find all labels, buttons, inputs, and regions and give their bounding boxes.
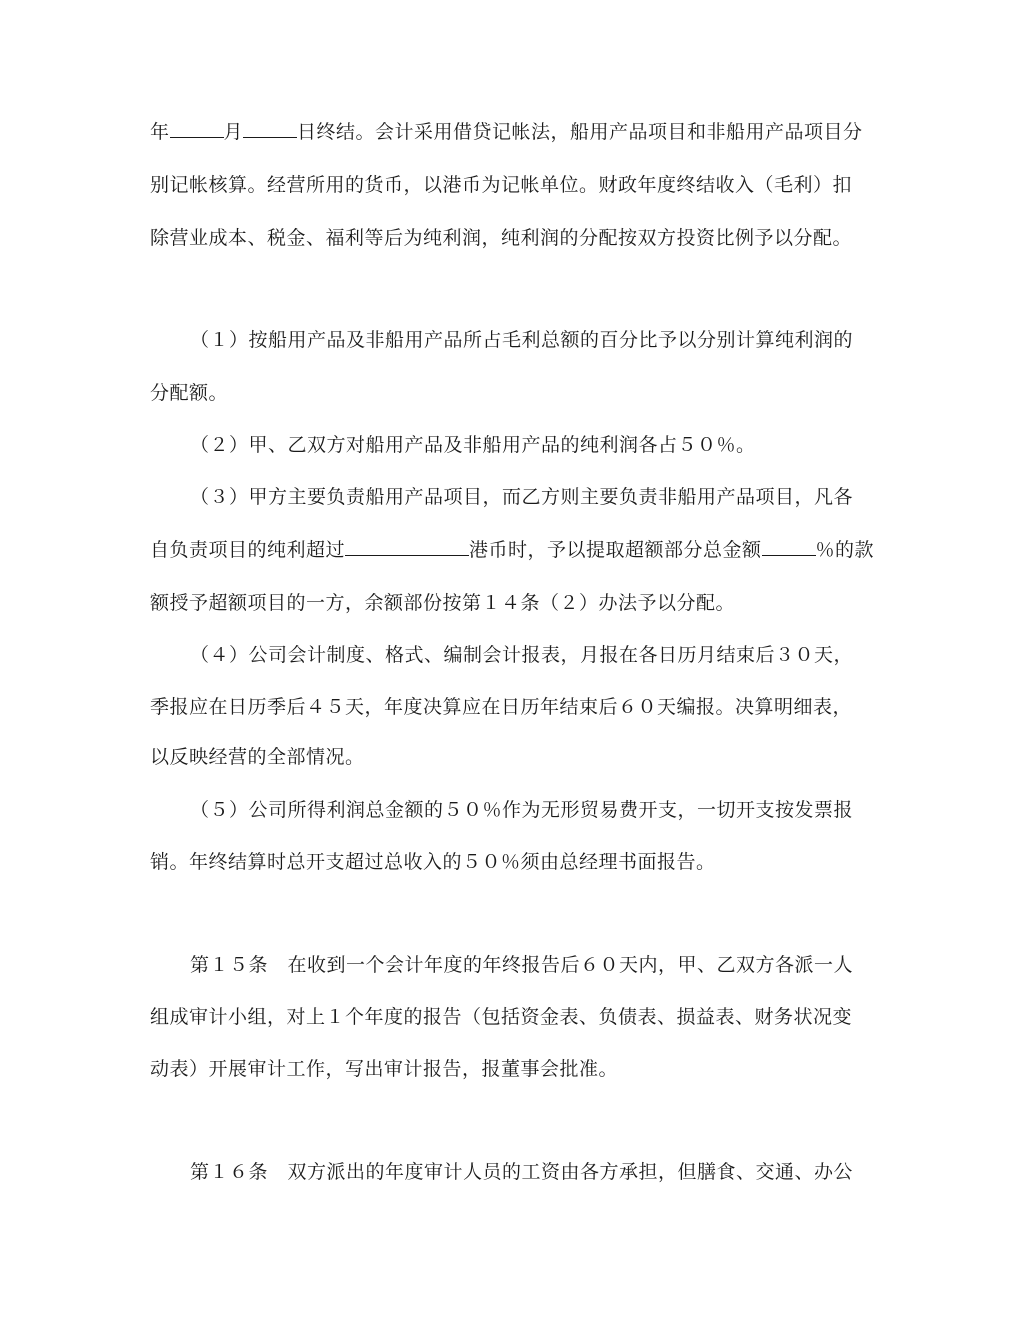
item-1-line: 分配额。 (150, 382, 229, 404)
paragraph-line: 别记帐核算。经营所用的货币，以港币为记帐单位。财政年度终结收入（毛利）扣 (150, 174, 853, 196)
blank-field-month (170, 119, 224, 138)
blank-field-percent (762, 537, 816, 556)
article-15-line: 第１５条 在收到一个会计年度的年终报告后６０天内，甲、乙双方各派一人 (190, 954, 854, 976)
text-segment: 自负责项目的纯利超过 (150, 539, 346, 561)
item-5-line: （５）公司所得利润总金额的５０％作为无形贸易费开支，一切开支按发票报 (190, 799, 854, 821)
text-segment: 港币时，予以提取超额部分总金额 (469, 539, 762, 561)
article-15-line: 动表）开展审计工作，写出审计报告，报董事会批准。 (150, 1058, 619, 1080)
text-segment: 年 (150, 121, 170, 143)
text-segment: 月 (223, 121, 244, 143)
item-3-line: 额授予超额项目的一方，余额部份按第１４条（２）办法予以分配。 (150, 592, 736, 614)
item-3-line: （３）甲方主要负责船用产品项目，而乙方则主要负责非船用产品项目，凡各 (190, 486, 854, 508)
paragraph-line: 除营业成本、税金、福利等后为纯利润，纯利润的分配按双方投资比例予以分配。 (150, 227, 853, 249)
item-2-line: （２）甲、乙双方对船用产品及非船用产品的纯利润各占５０％。 (190, 434, 756, 456)
blank-field-amount (345, 537, 469, 556)
item-5-line: 销。年终结算时总开支超过总收入的５０％须由总经理书面报告。 (150, 851, 716, 873)
blank-field-day (243, 119, 297, 138)
item-3-line (150, 537, 874, 563)
paragraph-line (150, 119, 863, 145)
item-4-line: （４）公司会计制度、格式、编制会计报表，月报在各日历月结束后３０天， (190, 644, 854, 666)
item-1-line: （１）按船用产品及非船用产品所占毛利总额的百分比予以分别计算纯利润的 (190, 329, 854, 351)
article-16-line: 第１６条 双方派出的年度审计人员的工资由各方承担，但膳食、交通、办公 (190, 1161, 854, 1183)
text-segment: ％的款 (815, 539, 875, 561)
item-4-line: 以反映经营的全部情况。 (150, 746, 365, 768)
item-4-line: 季报应在日历季后４５天，年度决算应在日历年结束后６０天编报。决算明细表， (150, 696, 853, 718)
text-segment: 日终结。会计采用借贷记帐法，船用产品项目和非船用产品项目分 (297, 121, 863, 143)
article-15-line: 组成审计小组，对上１个年度的报告（包括资金表、负债表、损益表、财务状况变 (150, 1006, 853, 1028)
